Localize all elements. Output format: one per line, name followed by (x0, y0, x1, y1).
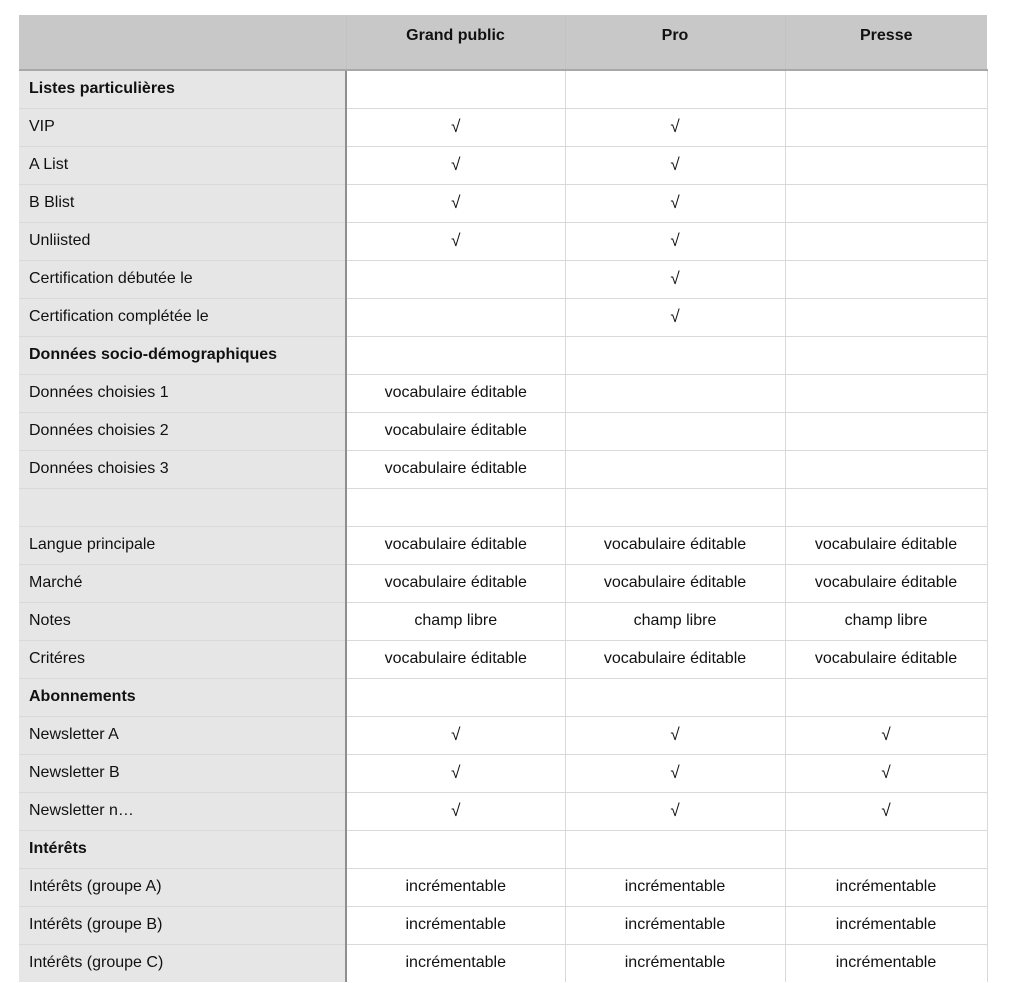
cell-grand-public[interactable]: vocabulaire éditable (346, 564, 565, 602)
row-label-cell[interactable]: Données choisies 1 (19, 374, 346, 412)
table-row (19, 564, 987, 602)
checkmark-cell-grand-public[interactable]: √ (346, 146, 565, 184)
table-row (19, 640, 987, 678)
row-label-cell[interactable]: Newsletter A (19, 716, 346, 754)
checkmark-cell-pro[interactable]: √ (565, 222, 785, 260)
checkmark-cell-pro[interactable]: √ (565, 792, 785, 830)
row-label-cell[interactable]: Certification débutée le (19, 260, 346, 298)
header-corner-cell[interactable] (19, 15, 346, 70)
cell-pro[interactable] (565, 450, 785, 488)
checkmark-cell-grand-public[interactable]: √ (346, 716, 565, 754)
cell-pro[interactable]: vocabulaire éditable (565, 526, 785, 564)
cell-presse[interactable] (785, 146, 987, 184)
cell-presse[interactable]: vocabulaire éditable (785, 526, 987, 564)
checkmark-cell-pro[interactable]: √ (565, 716, 785, 754)
cell-pro[interactable] (565, 374, 785, 412)
table-row (19, 716, 987, 754)
cell-grand-public[interactable] (346, 488, 565, 526)
cell-presse[interactable] (785, 222, 987, 260)
checkmark-cell-pro[interactable]: √ (565, 146, 785, 184)
row-label-cell[interactable]: Critéres (19, 640, 346, 678)
row-label-cell[interactable]: Langue principale (19, 526, 346, 564)
spreadsheet-table (19, 15, 987, 982)
cell-pro[interactable]: incrémentable (565, 906, 785, 944)
row-label-cell[interactable]: Notes (19, 602, 346, 640)
cell-grand-public[interactable]: incrémentable (346, 944, 565, 982)
cell-presse[interactable] (785, 488, 987, 526)
cell-presse[interactable]: vocabulaire éditable (785, 640, 987, 678)
row-label-cell[interactable]: VIP (19, 108, 346, 146)
cell-grand-public[interactable]: incrémentable (346, 868, 565, 906)
row-label-cell[interactable]: Données choisies 3 (19, 450, 346, 488)
section-label-cell[interactable]: Intérêts (19, 830, 346, 868)
cell-presse[interactable] (785, 298, 987, 336)
checkmark-cell-pro[interactable]: √ (565, 754, 785, 792)
section-row (19, 336, 987, 374)
section-label-cell[interactable]: Abonnements (19, 678, 346, 716)
row-label-cell[interactable] (19, 488, 346, 526)
table-row (19, 374, 987, 412)
cell-presse[interactable]: incrémentable (785, 944, 987, 982)
table-row (19, 184, 987, 222)
table-row (19, 602, 987, 640)
row-label-cell[interactable]: B Blist (19, 184, 346, 222)
cell-grand-public[interactable]: incrémentable (346, 906, 565, 944)
cell-grand-public[interactable]: vocabulaire éditable (346, 412, 565, 450)
cell-presse[interactable]: champ libre (785, 602, 987, 640)
cell-presse[interactable] (785, 412, 987, 450)
checkmark-cell-grand-public[interactable]: √ (346, 792, 565, 830)
cell-pro[interactable] (565, 678, 785, 716)
checkmark-cell-pro[interactable]: √ (565, 184, 785, 222)
cell-pro[interactable]: incrémentable (565, 944, 785, 982)
cell-presse[interactable] (785, 108, 987, 146)
cell-presse[interactable] (785, 184, 987, 222)
section-row (19, 678, 987, 716)
cell-grand-public[interactable] (346, 830, 565, 868)
table-row (19, 754, 987, 792)
header-row (19, 15, 987, 70)
table-row (19, 108, 987, 146)
cell-pro[interactable] (565, 336, 785, 374)
table-row (19, 146, 987, 184)
cell-grand-public[interactable] (346, 298, 565, 336)
table-row (19, 944, 987, 982)
section-label-cell[interactable]: Listes particulières (19, 70, 346, 108)
header-pro[interactable]: Pro (565, 15, 785, 70)
cell-presse[interactable] (785, 450, 987, 488)
table-row (19, 412, 987, 450)
checkmark-cell-pro[interactable]: √ (565, 298, 785, 336)
table-body (19, 70, 987, 982)
row-label-cell[interactable]: Certification complétée le (19, 298, 346, 336)
table-row (19, 526, 987, 564)
checkmark-cell-grand-public[interactable]: √ (346, 222, 565, 260)
cell-grand-public[interactable]: champ libre (346, 602, 565, 640)
checkmark-cell-presse[interactable]: √ (785, 754, 987, 792)
table-row (19, 298, 987, 336)
cell-grand-public[interactable]: vocabulaire éditable (346, 450, 565, 488)
row-label-cell[interactable]: Intérêts (groupe A) (19, 868, 346, 906)
cell-pro[interactable]: incrémentable (565, 868, 785, 906)
cell-presse[interactable] (785, 374, 987, 412)
checkmark-cell-pro[interactable]: √ (565, 108, 785, 146)
cell-presse[interactable]: incrémentable (785, 906, 987, 944)
cell-presse[interactable] (785, 830, 987, 868)
section-row (19, 70, 987, 108)
table-row (19, 488, 987, 526)
cell-pro[interactable] (565, 70, 785, 108)
comparison-table (19, 15, 988, 982)
checkmark-cell-grand-public[interactable]: √ (346, 184, 565, 222)
section-row (19, 830, 987, 868)
row-label-cell[interactable]: Newsletter B (19, 754, 346, 792)
cell-pro[interactable] (565, 830, 785, 868)
row-label-cell[interactable]: Marché (19, 564, 346, 602)
cell-grand-public[interactable] (346, 678, 565, 716)
cell-presse[interactable] (785, 70, 987, 108)
cell-presse[interactable] (785, 678, 987, 716)
cell-pro[interactable]: champ libre (565, 602, 785, 640)
table-row (19, 868, 987, 906)
cell-pro[interactable] (565, 488, 785, 526)
section-label-cell[interactable]: Données socio-démographiques (19, 336, 346, 374)
header-grand-public[interactable]: Grand public (346, 15, 565, 70)
cell-presse[interactable] (785, 336, 987, 374)
table-row (19, 792, 987, 830)
row-label-cell[interactable]: A List (19, 146, 346, 184)
checkmark-cell-presse[interactable]: √ (785, 716, 987, 754)
header-presse[interactable]: Presse (785, 15, 987, 70)
table-row (19, 450, 987, 488)
row-label-cell[interactable]: Newsletter n… (19, 792, 346, 830)
cell-grand-public[interactable]: vocabulaire éditable (346, 526, 565, 564)
row-label-cell[interactable]: Intérêts (groupe C) (19, 944, 346, 982)
checkmark-cell-pro[interactable]: √ (565, 260, 785, 298)
cell-grand-public[interactable] (346, 336, 565, 374)
cell-pro[interactable]: vocabulaire éditable (565, 640, 785, 678)
cell-grand-public[interactable] (346, 70, 565, 108)
cell-pro[interactable] (565, 412, 785, 450)
checkmark-cell-grand-public[interactable]: √ (346, 108, 565, 146)
cell-pro[interactable]: vocabulaire éditable (565, 564, 785, 602)
table-header (19, 15, 987, 70)
cell-presse[interactable] (785, 260, 987, 298)
table-row (19, 906, 987, 944)
checkmark-cell-presse[interactable]: √ (785, 792, 987, 830)
cell-grand-public[interactable]: vocabulaire éditable (346, 640, 565, 678)
cell-grand-public[interactable]: vocabulaire éditable (346, 374, 565, 412)
row-label-cell[interactable]: Unliisted (19, 222, 346, 260)
cell-presse[interactable]: vocabulaire éditable (785, 564, 987, 602)
cell-presse[interactable]: incrémentable (785, 868, 987, 906)
row-label-cell[interactable]: Données choisies 2 (19, 412, 346, 450)
row-label-cell[interactable]: Intérêts (groupe B) (19, 906, 346, 944)
cell-grand-public[interactable] (346, 260, 565, 298)
table-row (19, 260, 987, 298)
checkmark-cell-grand-public[interactable]: √ (346, 754, 565, 792)
table-row (19, 222, 987, 260)
